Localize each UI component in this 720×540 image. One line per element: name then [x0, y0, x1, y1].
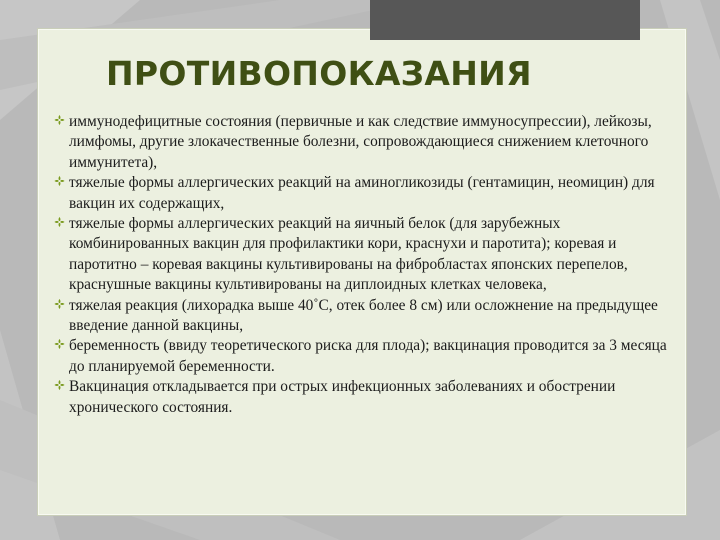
four-petal-flower-icon: [54, 338, 65, 350]
list-item: [54, 336, 674, 377]
list-item-text: Вакцинация откладывается при острых инфекционных заболеваниях и обострении хронического состояния.: [69, 378, 616, 416]
list-item-text: тяжелая реакция (лихорадка выше 40˚С, отек более 8 см) или осложнение на предыдущее введение данной вакцины,: [69, 296, 658, 335]
list-item: [54, 296, 674, 337]
list-item: [54, 377, 674, 418]
four-petal-flower-icon: [54, 298, 65, 310]
list-item-text: тяжелые формы аллергических реакций на аминогликозиды (гентамицин, неомицин) для вакцин их содержащих,: [69, 174, 655, 212]
list-item-text: беременность (ввиду теоретического риска для плода); вакцинация проводится за 3 месяца до планируемой беременности.: [69, 337, 667, 375]
page-title: ПРОТИВОПОКАЗАНИЯ: [106, 54, 532, 93]
title-accent-box: [370, 0, 640, 40]
four-petal-flower-icon: [54, 216, 65, 228]
list-item: [54, 214, 674, 296]
four-petal-flower-icon: [54, 175, 65, 187]
list-item-text: тяжелые формы аллергических реакций на яичный белок (для зарубежных комбинированных вакцин для профилактики кори, краснухи и паротита); коревая и паротитно – коревая вакцины культивированы на фибробластах японских перепелов, краснушные вакцины культивированы на диплоидных клетках человека,: [69, 215, 628, 294]
list-item: [54, 112, 674, 173]
contraindications-list: [54, 112, 674, 418]
list-item: [54, 173, 674, 214]
four-petal-flower-icon: [54, 114, 65, 126]
four-petal-flower-icon: [54, 379, 65, 391]
list-item-text: иммунодефицитные состояния (первичные и как следствие иммуносупрессии), лейкозы, лимфомы, другие злокачественные болезни, сопровождающиеся снижением клеточного иммунитета),: [69, 113, 652, 171]
